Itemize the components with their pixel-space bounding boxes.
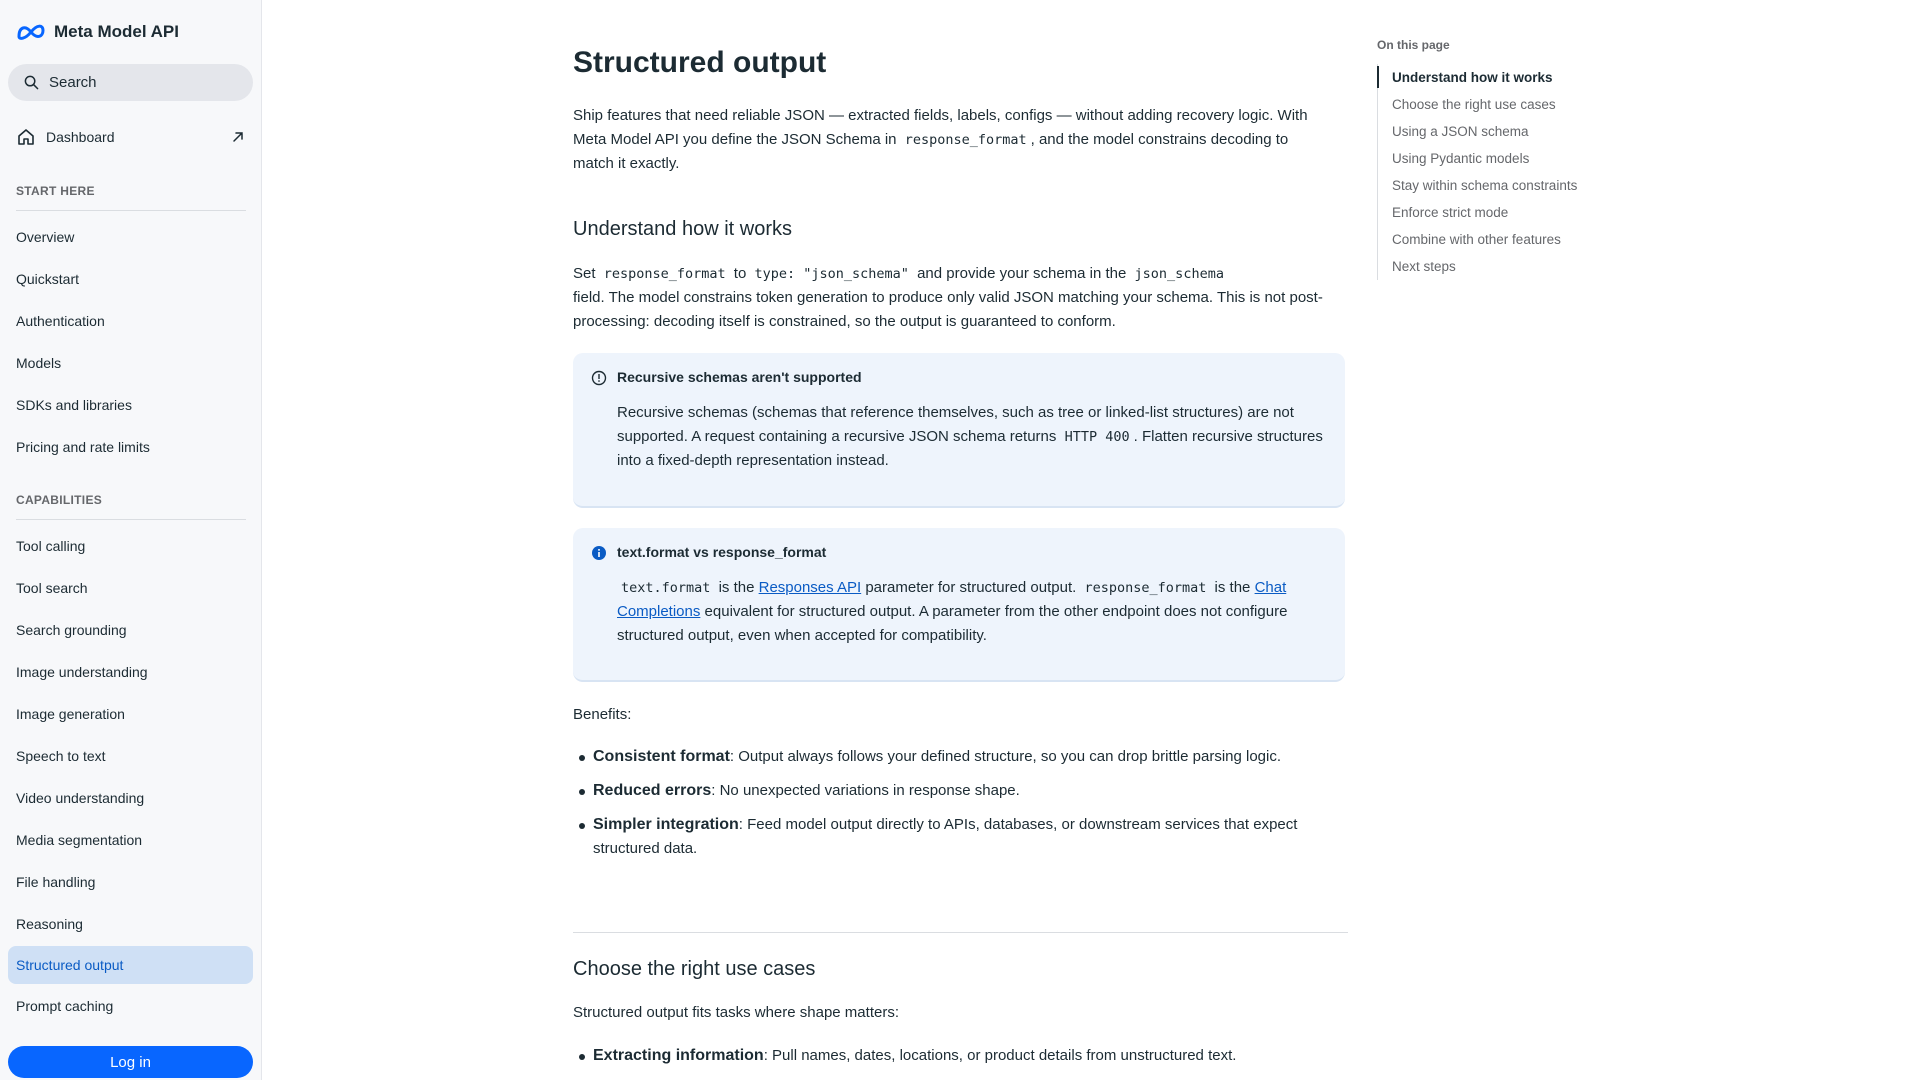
callout-title: Recursive schemas aren't supported (617, 369, 862, 385)
sidebar-item-tool-calling[interactable]: Tool calling (16, 538, 86, 554)
list-desc: : Output always follows your defined structure, so you can drop brittle parsing logic. (729, 748, 1282, 765)
para-text: field. The model constrains token generation to produce only valid JSON matching your schema. This is not post-processing: decoding itself is constrained, so the output is guaranteed to conform. (573, 289, 1323, 330)
sidebar-item-authentication[interactable]: Authentication (16, 313, 105, 329)
list-term: Simpler integration (593, 816, 739, 833)
list-item (573, 813, 1348, 861)
sidebar-item-prompt-caching[interactable]: Prompt caching (16, 998, 114, 1014)
toc-item-constraints[interactable]: Stay within schema constraints (1392, 178, 1578, 193)
sidebar-item-image-understanding[interactable]: Image understanding (16, 664, 148, 680)
home-icon (16, 127, 36, 147)
sidebar-item-speech-to-text[interactable]: Speech to text (16, 748, 106, 764)
section-label-start-here: START HERE (16, 184, 95, 198)
toc-list (1377, 64, 1627, 280)
external-link-icon (231, 130, 245, 144)
section-label-capabilities: CAPABILITIES (16, 493, 103, 507)
inline-code: HTTP 400 (1064, 429, 1130, 445)
dashboard-label: Dashboard (46, 129, 115, 145)
sidebar-item-structured-output[interactable]: Structured output (8, 946, 253, 984)
meta-logo-icon (16, 23, 46, 41)
callout-text: is the (1214, 579, 1251, 596)
toc-item-next-steps[interactable]: Next steps (1392, 259, 1456, 274)
inline-code: response_format (1084, 580, 1207, 596)
list-item (573, 745, 1348, 769)
sidebar (0, 0, 262, 1080)
section-divider (573, 932, 1348, 933)
list-term: Extracting information (593, 1047, 764, 1064)
brand-name: Meta Model API (54, 22, 179, 41)
list-term: Reduced errors (593, 782, 712, 799)
sidebar-item-overview[interactable]: Overview (16, 229, 75, 245)
info-icon (591, 545, 607, 561)
intro-paragraph (573, 104, 1308, 176)
callout-text: . Flatten recursive structures into a fixed-depth representation instead. (617, 428, 1323, 469)
page-title: Structured output (573, 46, 827, 79)
sidebar-item-file-handling[interactable]: File handling (16, 874, 96, 890)
search-label: Search (49, 74, 97, 91)
list-desc: : Feed model output directly to APIs, databases, or downstream services that expect structured data. (593, 816, 1298, 857)
callout-text: parameter for structured output. (865, 579, 1077, 596)
benefits-list (573, 745, 1348, 871)
sidebar-item-pricing[interactable]: Pricing and rate limits (16, 439, 150, 455)
inline-code: response_format (904, 132, 1027, 148)
para-text: to (733, 265, 747, 282)
sidebar-item-media-segmentation[interactable]: Media segmentation (16, 832, 143, 848)
heading-understand: Understand how it works (573, 218, 792, 240)
toc-item-strict-mode[interactable]: Enforce strict mode (1392, 205, 1509, 220)
sidebar-item-reasoning[interactable]: Reasoning (16, 916, 83, 932)
section-divider (16, 210, 246, 211)
toc-item-json-schema[interactable]: Using a JSON schema (1392, 124, 1529, 139)
inline-code: json_schema (1134, 266, 1224, 282)
inline-code: type: "json_schema" (754, 266, 909, 282)
list-item (573, 779, 1348, 803)
responses-api-link[interactable]: Responses API (758, 579, 862, 596)
inline-code: response_format (603, 266, 726, 282)
callout-body (617, 576, 1329, 648)
inline-code: text.format (621, 580, 711, 596)
sidebar-item-models[interactable]: Models (16, 355, 62, 371)
callout-text: equivalent for structured output. A parameter from the other endpoint does not configure structured output, even when accepted for compatibility. (617, 603, 1288, 644)
toc-item-pydantic[interactable]: Using Pydantic models (1392, 151, 1530, 166)
info-outline-icon (591, 370, 607, 386)
login-button[interactable]: Log in (8, 1046, 253, 1078)
dashboard-link[interactable] (8, 122, 253, 152)
sidebar-item-quickstart[interactable]: Quickstart (16, 271, 80, 287)
callout-title: text.format vs response_format (617, 544, 827, 560)
callout-body (617, 401, 1329, 473)
sidebar-item-image-generation[interactable]: Image generation (16, 706, 125, 722)
brand[interactable] (16, 20, 179, 44)
search-button[interactable] (8, 64, 253, 101)
benefits-label: Benefits: (573, 706, 632, 723)
list-desc: : No unexpected variations in response shape. (711, 782, 1020, 799)
toc-item-understand[interactable]: Understand how it works (1378, 64, 1627, 91)
list-item (573, 1044, 1348, 1068)
section-divider (16, 519, 246, 520)
para-text: Set (573, 265, 596, 282)
sidebar-item-sdks[interactable]: SDKs and libraries (16, 397, 132, 413)
sidebar-item-tool-search[interactable]: Tool search (16, 580, 88, 596)
list-term: Consistent format (593, 748, 730, 765)
sidebar-item-search-grounding[interactable]: Search grounding (16, 622, 127, 638)
toc-item-choose[interactable]: Choose the right use cases (1392, 97, 1556, 112)
callout-warning (573, 353, 1345, 508)
sidebar-item-video-understanding[interactable]: Video understanding (16, 790, 145, 806)
callout-info (573, 528, 1345, 682)
toc-label: On this page (1377, 38, 1450, 52)
callout-text: Recursive schemas (schemas that reference themselves, such as tree or linked-list structures) are not supported. A request containing a recursive JSON schema returns (617, 404, 1294, 445)
on-this-page (1377, 38, 1627, 280)
intro-text: , and the model constrains decoding to match it exactly. (573, 131, 1289, 172)
intro-text: Ship features that need reliable JSON — extracted fields, labels, configs — without adding recovery logic. With Meta Model API you define the JSON Schema in (573, 107, 1308, 148)
list-desc: : Pull names, dates, locations, or product details from unstructured text. (763, 1047, 1237, 1064)
choose-intro: Structured output fits tasks where shape matters: (573, 1004, 899, 1021)
choose-list (573, 1044, 1348, 1078)
chat-completions-link[interactable]: Chat Completions (617, 579, 1287, 620)
toc-item-combine[interactable]: Combine with other features (1392, 232, 1561, 247)
understand-paragraph (573, 262, 1348, 334)
heading-choose: Choose the right use cases (573, 958, 816, 980)
callout-text: is the (718, 579, 755, 596)
para-text: and provide your schema in the (917, 265, 1127, 282)
search-icon (24, 75, 39, 90)
